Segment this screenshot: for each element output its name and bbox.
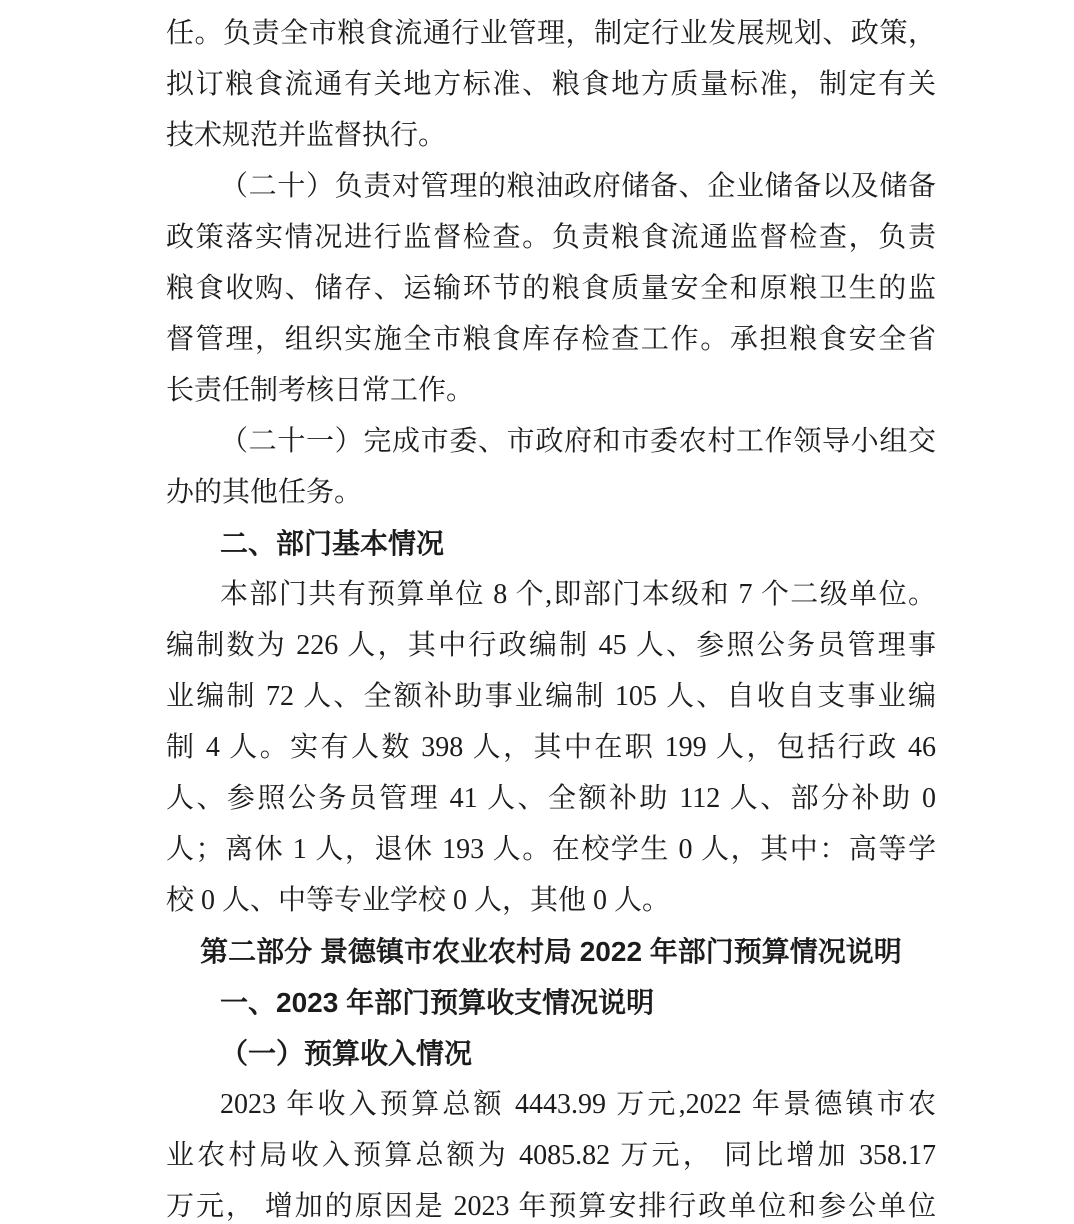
text-line: 业农村局收入预算总额为 4085.82 万元， 同比增加 358.17 bbox=[166, 1140, 936, 1171]
text-line: 粮食收购、储存、运输环节的粮食质量安全和原粮卫生的监 bbox=[166, 273, 936, 304]
text-line: 2023 年收入预算总额 4443.99 万元,2022 年景德镇市农 bbox=[220, 1089, 936, 1120]
heading-line: 二、部门基本情况 bbox=[220, 528, 445, 559]
text-line: 业编制 72 人、全额补助事业编制 105 人、自收自支事业编 bbox=[166, 681, 936, 712]
text-line: 政策落实情况进行监督检查。负责粮食流通监督检查，负责 bbox=[166, 222, 936, 253]
heading-line: 第二部分 景德镇市农业农村局 2022 年部门预算情况说明 bbox=[200, 936, 902, 967]
text-line: 制 4 人。实有人数 398 人，其中在职 199 人，包括行政 46 bbox=[166, 732, 936, 763]
text-line: 任。负责全市粮食流通行业管理，制定行业发展规划、政策， bbox=[166, 18, 936, 49]
text-line: 本部门共有预算单位 8 个,即部门本级和 7 个二级单位。 bbox=[220, 579, 936, 610]
text-line: 长责任制考核日常工作。 bbox=[166, 375, 475, 406]
text-line: （二十一）完成市委、市政府和市委农村工作领导小组交 bbox=[220, 426, 936, 457]
text-line: 拟订粮食流通有关地方标准、粮食地方质量标准，制定有关 bbox=[166, 69, 936, 100]
text-line: 办的其他任务。 bbox=[166, 477, 363, 508]
text-line: 编制数为 226 人，其中行政编制 45 人、参照公务员管理事 bbox=[166, 630, 936, 661]
heading-line: （一）预算收入情况 bbox=[220, 1038, 473, 1069]
text-line: 技术规范并监督执行。 bbox=[166, 120, 447, 151]
text-line: 督管理，组织实施全市粮食库存检查工作。承担粮食安全省 bbox=[166, 324, 936, 355]
text-line: 校 0 人、中等专业学校 0 人，其他 0 人。 bbox=[166, 885, 671, 916]
heading-line: 一、2023 年部门预算收支情况说明 bbox=[220, 987, 655, 1018]
document-body bbox=[166, 8, 936, 1224]
text-line: 人；离休 1 人，退休 193 人。在校学生 0 人，其中：高等学 bbox=[166, 834, 936, 865]
text-line: 万元， 增加的原因是 2023 年预算安排行政单位和参公单位 bbox=[166, 1191, 936, 1222]
text-line: （二十）负责对管理的粮油政府储备、企业储备以及储备 bbox=[220, 171, 936, 202]
text-line: 人、参照公务员管理 41 人、全额补助 112 人、部分补助 0 bbox=[166, 783, 936, 814]
